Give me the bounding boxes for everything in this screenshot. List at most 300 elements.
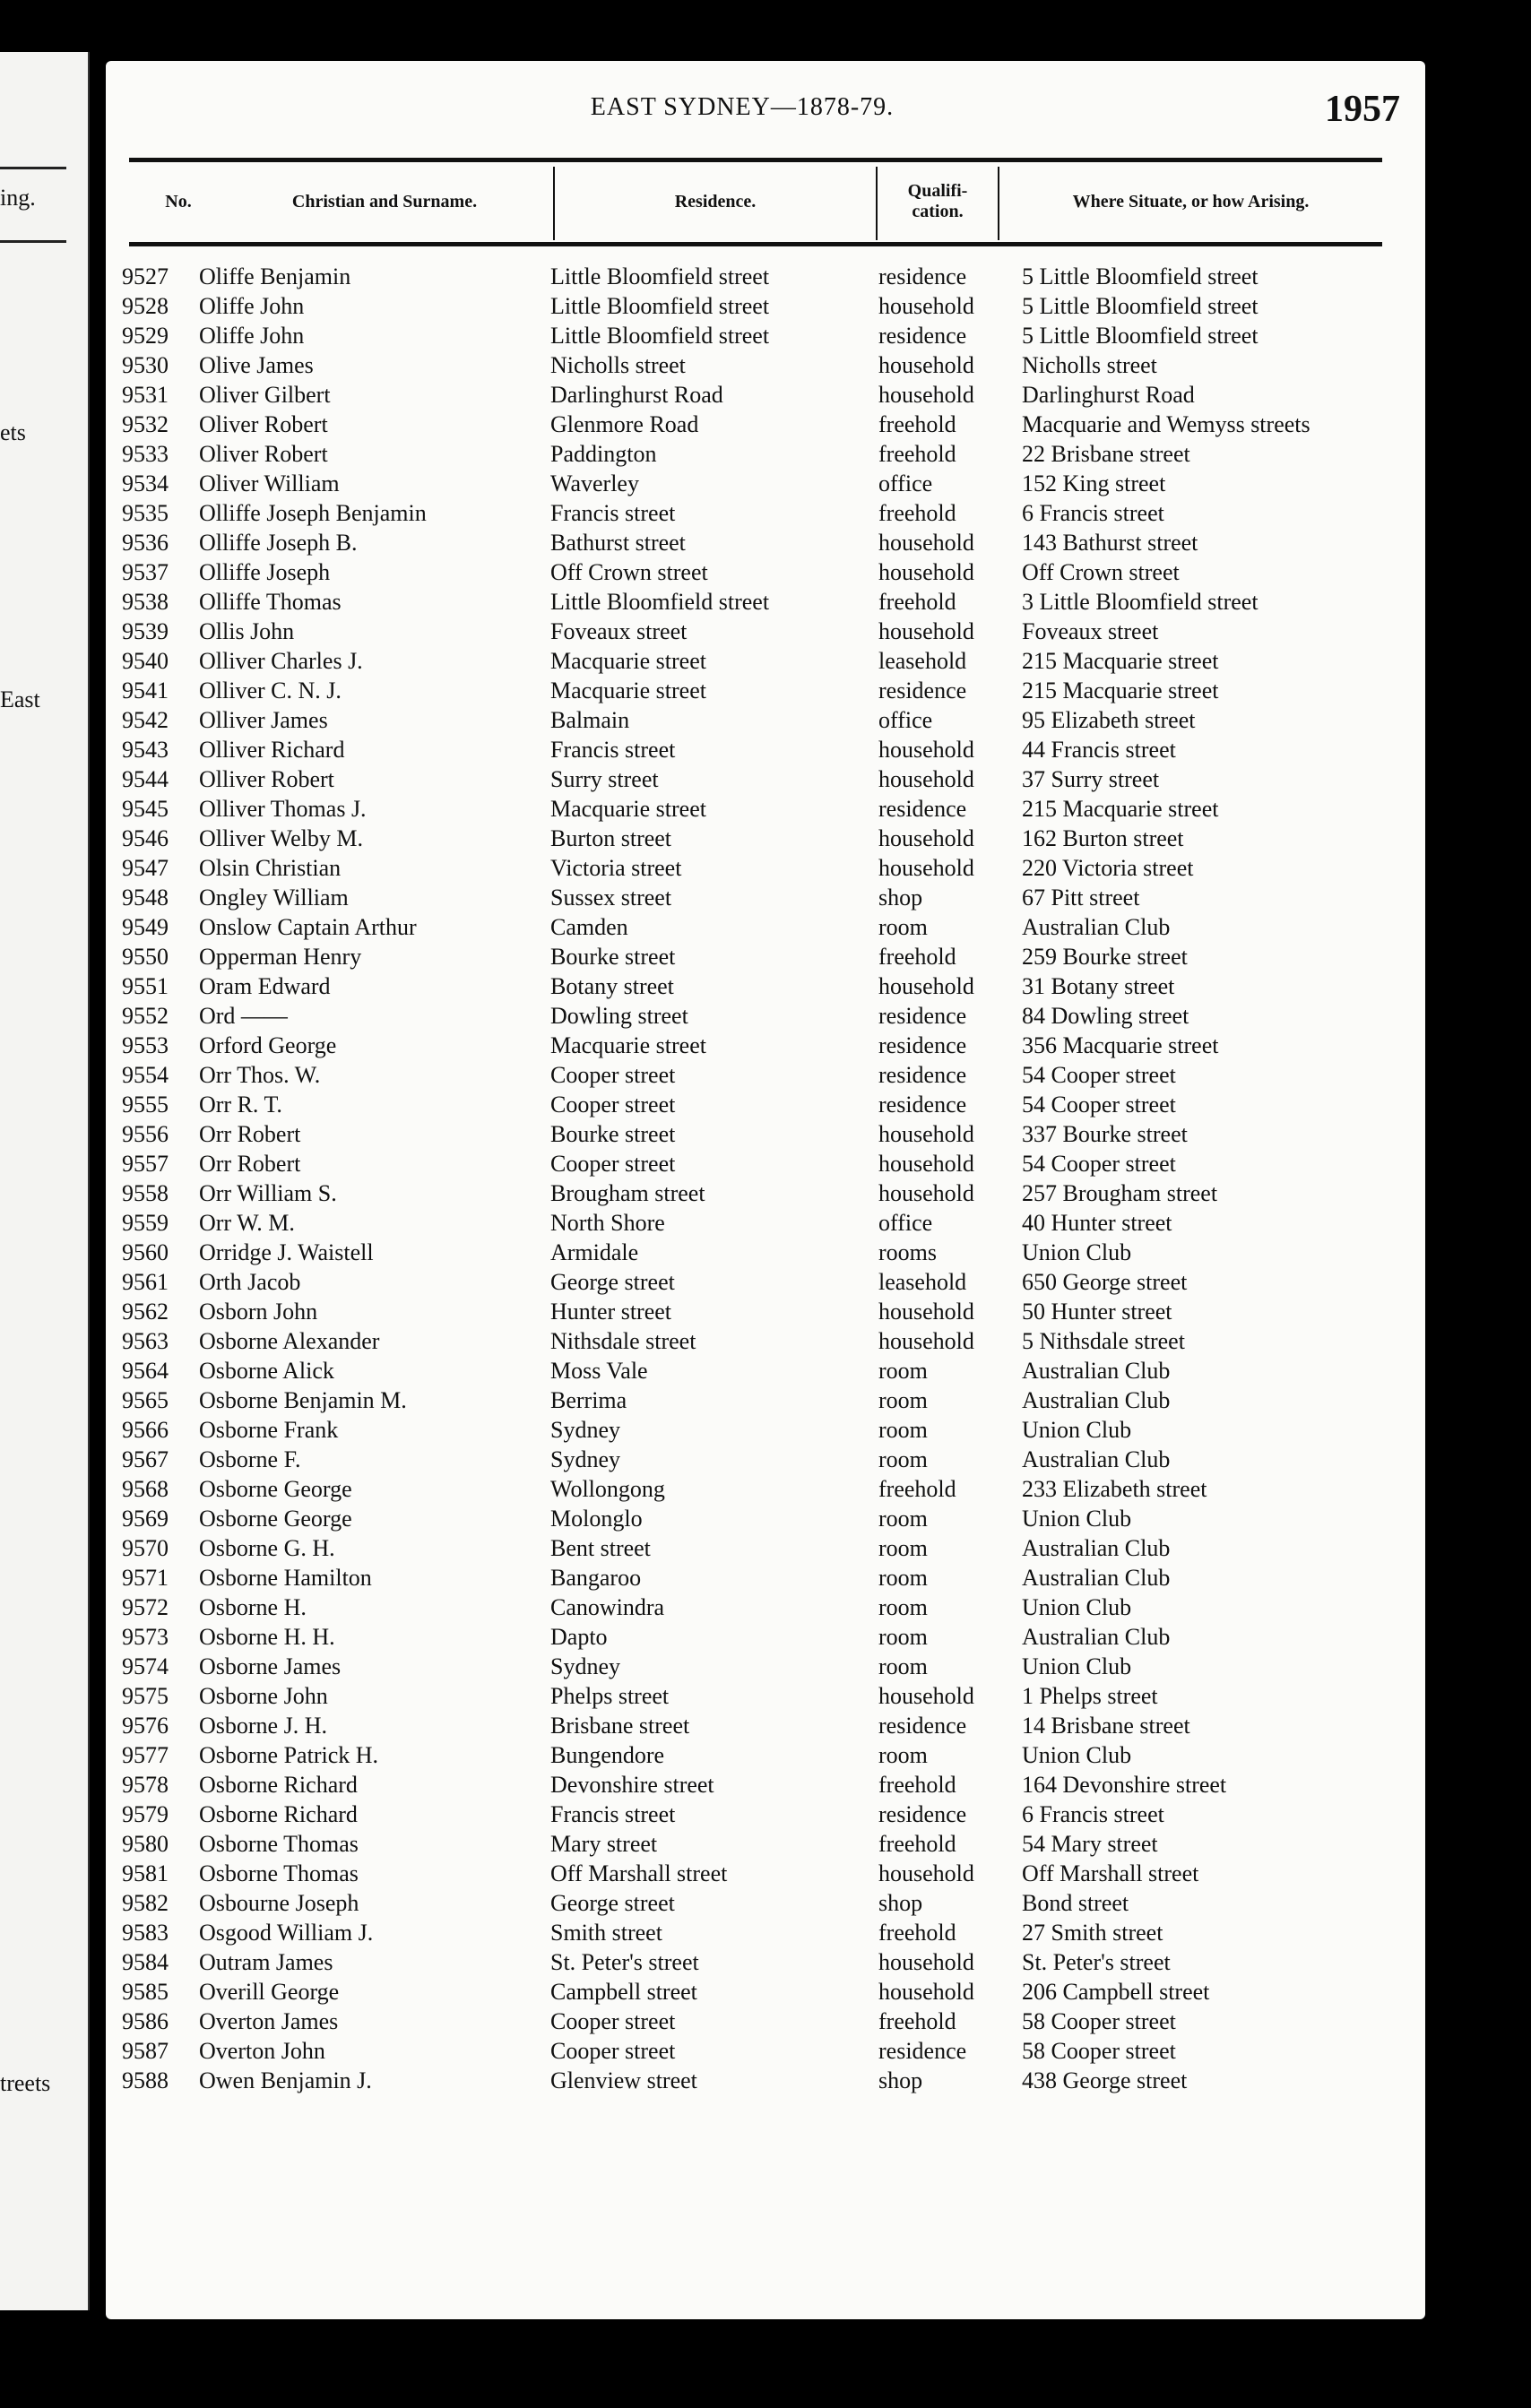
elector-name: Osbourne Joseph	[199, 1890, 359, 1916]
residence: Bathurst street	[550, 530, 686, 556]
elector-name: Olliver Welby M.	[199, 825, 364, 851]
elector-name: Olliffe Joseph Benjamin	[199, 500, 427, 526]
qualification: household	[878, 1860, 974, 1886]
residence: Botany street	[550, 973, 674, 999]
entry-number: 9553	[122, 1032, 169, 1058]
qualification: office	[878, 470, 933, 496]
elector-name: Osborne Alexander	[199, 1328, 380, 1354]
where-situate: Australian Club	[1022, 1565, 1171, 1591]
where-situate: Union Club	[1022, 1594, 1132, 1620]
qualification: freehold	[878, 944, 956, 970]
entry-number: 9560	[122, 1239, 169, 1265]
elector-name: Ollis John	[199, 618, 295, 644]
where-situate: 257 Brougham street	[1022, 1180, 1218, 1206]
qualification: residence	[878, 1801, 967, 1827]
qualification: shop	[878, 1890, 923, 1916]
table-row	[106, 1356, 1425, 1385]
qualification: household	[878, 293, 974, 319]
elector-name: Orr W. M.	[199, 1210, 295, 1236]
entry-number: 9577	[122, 1742, 169, 1768]
entry-number: 9572	[122, 1594, 169, 1620]
where-situate: 95 Elizabeth street	[1022, 707, 1196, 733]
qualification: room	[878, 1565, 928, 1591]
residence: Surry street	[550, 766, 659, 792]
residence: Sydney	[550, 1417, 620, 1443]
entry-number: 9529	[122, 323, 169, 349]
qualification: household	[878, 973, 974, 999]
residence: Macquarie street	[550, 648, 706, 674]
qualification: shop	[878, 2067, 923, 2093]
where-situate: 152 King street	[1022, 470, 1166, 496]
column-header-qualification: Qualifi- cation.	[907, 181, 968, 221]
entry-number: 9549	[122, 914, 169, 940]
where-situate: 5 Little Bloomfield street	[1022, 293, 1259, 319]
elector-name: Osborne Hamilton	[199, 1565, 372, 1591]
residence: Campbell street	[550, 1979, 697, 2005]
table-row	[106, 1652, 1425, 1681]
entry-number: 9547	[122, 855, 169, 881]
qualification: room	[878, 914, 928, 940]
where-situate: 40 Hunter street	[1022, 1210, 1172, 1236]
table-row	[106, 1031, 1425, 1060]
table-row	[106, 528, 1425, 557]
table-row	[106, 1267, 1425, 1297]
where-situate: 14 Brisbane street	[1022, 1713, 1190, 1739]
residence: Brougham street	[550, 1180, 705, 1206]
entry-number: 9566	[122, 1417, 169, 1443]
elector-name: Ord ——	[199, 1003, 288, 1029]
elector-name: Onslow Captain Arthur	[199, 914, 417, 940]
residence: Berrima	[550, 1387, 627, 1413]
table-row	[106, 557, 1425, 587]
table-row	[106, 1326, 1425, 1356]
elector-name: Osborne Alick	[199, 1358, 334, 1384]
qualification: household	[878, 1121, 974, 1147]
table-row	[106, 764, 1425, 794]
entry-number: 9533	[122, 441, 169, 467]
qualification: household	[878, 766, 974, 792]
entry-number: 9536	[122, 530, 169, 556]
where-situate: 58 Cooper street	[1022, 2038, 1176, 2064]
table-row	[106, 1297, 1425, 1326]
qualification: household	[878, 530, 974, 556]
table-row	[106, 617, 1425, 646]
residence: Paddington	[550, 441, 657, 467]
where-situate: 54 Cooper street	[1022, 1062, 1176, 1088]
residence: Nicholls street	[550, 352, 686, 378]
where-situate: 50 Hunter street	[1022, 1299, 1172, 1325]
table-row	[106, 1445, 1425, 1474]
table-row	[106, 912, 1425, 942]
entry-number: 9528	[122, 293, 169, 319]
where-situate: Australian Club	[1022, 1358, 1171, 1384]
elector-name: Oliver Robert	[199, 411, 328, 437]
qualification: household	[878, 559, 974, 585]
column-header-no: No.	[165, 191, 192, 211]
residence: Armidale	[550, 1239, 639, 1265]
where-situate: Bond street	[1022, 1890, 1129, 1916]
residence: Francis street	[550, 1801, 676, 1827]
residence: Little Bloomfield street	[550, 293, 770, 319]
where-situate: 5 Nithsdale street	[1022, 1328, 1185, 1354]
table-row	[106, 794, 1425, 824]
qualification: residence	[878, 678, 967, 703]
table-row	[106, 1090, 1425, 1119]
elector-name: Orr Thos. W.	[199, 1062, 321, 1088]
qualification: household	[878, 855, 974, 881]
where-situate: 259 Bourke street	[1022, 944, 1188, 970]
where-situate: St. Peter's street	[1022, 1949, 1171, 1975]
where-situate: 5 Little Bloomfield street	[1022, 323, 1259, 349]
entry-number: 9557	[122, 1151, 169, 1177]
qualification: room	[878, 1506, 928, 1532]
where-situate: 58 Cooper street	[1022, 2008, 1176, 2034]
qualification: room	[878, 1417, 928, 1443]
residence: Francis street	[550, 500, 676, 526]
elector-name: Oliver Robert	[199, 441, 328, 467]
table-row	[106, 1533, 1425, 1563]
where-situate: Union Club	[1022, 1239, 1132, 1265]
entry-number: 9531	[122, 382, 169, 408]
elector-name: Orr R. T.	[199, 1092, 282, 1118]
elector-name: Osborne John	[199, 1683, 328, 1709]
table-row	[106, 971, 1425, 1001]
where-situate: 356 Macquarie street	[1022, 1032, 1219, 1058]
elector-name: Olliver Robert	[199, 766, 334, 792]
column-header-residence: Residence.	[674, 191, 757, 211]
elector-name: Olive James	[199, 352, 314, 378]
where-situate: 54 Mary street	[1022, 1831, 1158, 1857]
where-situate: 3 Little Bloomfield street	[1022, 589, 1259, 615]
qualification: household	[878, 352, 974, 378]
table-row	[106, 1888, 1425, 1918]
where-situate: Australian Club	[1022, 1535, 1171, 1561]
elector-name: Olliffe Joseph	[199, 559, 331, 585]
elector-name: Olliver Richard	[199, 737, 345, 763]
entry-number: 9535	[122, 500, 169, 526]
table-row	[106, 587, 1425, 617]
entry-number: 9542	[122, 707, 169, 733]
entry-number: 9574	[122, 1653, 169, 1679]
residence: Bangaroo	[550, 1565, 642, 1591]
entry-number: 9534	[122, 470, 169, 496]
qualification: residence	[878, 263, 967, 289]
where-situate: Nicholls street	[1022, 352, 1157, 378]
qualification: freehold	[878, 441, 956, 467]
elector-name: Olliffe Thomas	[199, 589, 342, 615]
where-situate: 6 Francis street	[1022, 1801, 1164, 1827]
where-situate: 206 Campbell street	[1022, 1979, 1210, 2005]
qualification: residence	[878, 2038, 967, 2064]
left-page-rule	[0, 240, 66, 243]
entry-number: 9569	[122, 1506, 169, 1532]
qualification: room	[878, 1624, 928, 1650]
table-row	[106, 262, 1425, 291]
table-row	[106, 1800, 1425, 1829]
table-row	[106, 824, 1425, 853]
entry-number: 9582	[122, 1890, 169, 1916]
residence: Sydney	[550, 1653, 620, 1679]
residence: Cooper street	[550, 2038, 676, 2064]
residence: Bourke street	[550, 1121, 676, 1147]
where-situate: Union Club	[1022, 1742, 1132, 1768]
qualification: room	[878, 1446, 928, 1472]
where-situate: Union Club	[1022, 1506, 1132, 1532]
table-row	[106, 1149, 1425, 1178]
elector-name: Ongley William	[199, 885, 349, 911]
where-situate: 215 Macquarie street	[1022, 678, 1219, 703]
entry-number: 9551	[122, 973, 169, 999]
elector-name: Orford George	[199, 1032, 337, 1058]
residence: Off Marshall street	[550, 1860, 728, 1886]
residence: North Shore	[550, 1210, 665, 1236]
entry-number: 9581	[122, 1860, 169, 1886]
elector-name: Osborne H.	[199, 1594, 307, 1620]
residence: Foveaux street	[550, 618, 688, 644]
left-page-rule	[0, 167, 66, 169]
elector-name: Osborne Richard	[199, 1801, 358, 1827]
where-situate: Darlinghurst Road	[1022, 382, 1195, 408]
elector-name: Olliffe Joseph B.	[199, 530, 358, 556]
entry-number: 9571	[122, 1565, 169, 1591]
entry-number: 9578	[122, 1772, 169, 1798]
residence: Victoria street	[550, 855, 682, 881]
qualification: rooms	[878, 1239, 937, 1265]
table-row	[106, 1622, 1425, 1652]
residence: Dapto	[550, 1624, 608, 1650]
table-row	[106, 2036, 1425, 2066]
qualification: household	[878, 1949, 974, 1975]
where-situate: Macquarie and Wemyss streets	[1022, 411, 1310, 437]
entry-number: 9586	[122, 2008, 169, 2034]
table-row	[106, 735, 1425, 764]
elector-name: Opperman Henry	[199, 944, 362, 970]
residence: Cooper street	[550, 1062, 676, 1088]
residence: Smith street	[550, 1920, 662, 1946]
residence: Little Bloomfield street	[550, 263, 770, 289]
elector-name: Osborne H. H.	[199, 1624, 335, 1650]
where-situate: 44 Francis street	[1022, 737, 1176, 763]
table-row	[106, 498, 1425, 528]
entry-number: 9587	[122, 2038, 169, 2064]
where-situate: Off Marshall street	[1022, 1860, 1199, 1886]
where-situate: 22 Brisbane street	[1022, 441, 1190, 467]
qualification: household	[878, 737, 974, 763]
entry-number: 9544	[122, 766, 169, 792]
residence: Canowindra	[550, 1594, 665, 1620]
entry-number: 9570	[122, 1535, 169, 1561]
table-row	[106, 380, 1425, 410]
where-situate: 6 Francis street	[1022, 500, 1164, 526]
entry-number: 9546	[122, 825, 169, 851]
table-row	[106, 942, 1425, 971]
residence: Nithsdale street	[550, 1328, 696, 1354]
residence: Little Bloomfield street	[550, 323, 770, 349]
entry-number: 9588	[122, 2067, 169, 2093]
qualification: household	[878, 1180, 974, 1206]
entry-number: 9556	[122, 1121, 169, 1147]
left-page-fragment: ing.	[0, 185, 36, 211]
elector-name: Oliffe Benjamin	[199, 263, 351, 289]
where-situate: 233 Elizabeth street	[1022, 1476, 1207, 1502]
qualification: residence	[878, 1003, 967, 1029]
qualification: freehold	[878, 1772, 956, 1798]
residence: Camden	[550, 914, 628, 940]
qualification: freehold	[878, 1476, 956, 1502]
document-page	[106, 61, 1425, 2319]
residence: Sussex street	[550, 885, 672, 911]
entry-number: 9537	[122, 559, 169, 585]
table-row	[106, 2007, 1425, 2036]
elector-name: Osborne Frank	[199, 1417, 339, 1443]
where-situate: 1 Phelps street	[1022, 1683, 1158, 1709]
page-number: 1957	[1325, 89, 1400, 130]
residence: Cooper street	[550, 2008, 676, 2034]
where-situate: 337 Bourke street	[1022, 1121, 1188, 1147]
elector-name: Osborne George	[199, 1506, 352, 1532]
where-situate: 54 Cooper street	[1022, 1092, 1176, 1118]
qualification: household	[878, 1299, 974, 1325]
elector-name: Osborne G. H.	[199, 1535, 335, 1561]
table-row	[106, 1238, 1425, 1267]
table-row	[106, 1918, 1425, 1947]
qualification: freehold	[878, 411, 956, 437]
qualification: household	[878, 1328, 974, 1354]
entry-number: 9580	[122, 1831, 169, 1857]
where-situate: Foveaux street	[1022, 618, 1159, 644]
residence: Francis street	[550, 737, 676, 763]
table-row	[106, 469, 1425, 498]
entry-number: 9583	[122, 1920, 169, 1946]
elector-name: Oliffe John	[199, 293, 305, 319]
residence: George street	[550, 1890, 675, 1916]
qualification: household	[878, 1683, 974, 1709]
table-row	[106, 291, 1425, 321]
where-situate: Australian Club	[1022, 1624, 1171, 1650]
entry-number: 9550	[122, 944, 169, 970]
elector-name: Osborne Thomas	[199, 1831, 359, 1857]
qualification: leasehold	[878, 1269, 967, 1295]
residence: Phelps street	[550, 1683, 670, 1709]
where-situate: 31 Botany street	[1022, 973, 1175, 999]
residence: Cooper street	[550, 1092, 676, 1118]
entry-number: 9565	[122, 1387, 169, 1413]
where-situate: 143 Bathurst street	[1022, 530, 1198, 556]
elector-name: Orridge J. Waistell	[199, 1239, 374, 1265]
entry-number: 9532	[122, 411, 169, 437]
elector-name: Owen Benjamin J.	[199, 2067, 372, 2093]
entry-number: 9527	[122, 263, 169, 289]
elector-name: Olliver Thomas J.	[199, 796, 367, 822]
qualification: room	[878, 1387, 928, 1413]
residence: Bungendore	[550, 1742, 665, 1768]
qualification: residence	[878, 1062, 967, 1088]
table-row	[106, 1770, 1425, 1800]
qualification: household	[878, 618, 974, 644]
elector-name: Oliffe John	[199, 323, 305, 349]
qualification: residence	[878, 1092, 967, 1118]
column-header-where: Where Situate, or how Arising.	[1072, 191, 1310, 211]
where-situate: 5 Little Bloomfield street	[1022, 263, 1259, 289]
elector-name: Outram James	[199, 1949, 333, 1975]
elector-name: Oliver Gilbert	[199, 382, 331, 408]
where-situate: 37 Surry street	[1022, 766, 1160, 792]
table-row	[106, 1208, 1425, 1238]
where-situate: Off Crown street	[1022, 559, 1180, 585]
residence: Balmain	[550, 707, 630, 733]
residence: Molonglo	[550, 1506, 643, 1532]
elector-name: Osgood William J.	[199, 1920, 374, 1946]
entry-number: 9530	[122, 352, 169, 378]
elector-name: Osborne Richard	[199, 1772, 358, 1798]
table-row	[106, 1563, 1425, 1592]
table-row	[106, 705, 1425, 735]
elector-name: Osborne J. H.	[199, 1713, 327, 1739]
table-row	[106, 676, 1425, 705]
column-header-name: Christian and Surname.	[291, 191, 478, 211]
residence: Glenmore Road	[550, 411, 699, 437]
elector-name: Osborn John	[199, 1299, 318, 1325]
entry-number: 9585	[122, 1979, 169, 2005]
entry-number: 9545	[122, 796, 169, 822]
elector-name: Overill George	[199, 1979, 340, 2005]
residence: Macquarie street	[550, 796, 706, 822]
table-row	[106, 1119, 1425, 1149]
where-situate: Australian Club	[1022, 914, 1171, 940]
qualification: freehold	[878, 500, 956, 526]
elector-name: Olliver Charles J.	[199, 648, 363, 674]
qualification: office	[878, 1210, 933, 1236]
table-row	[106, 1977, 1425, 2007]
elector-name: Olliver C. N. J.	[199, 678, 342, 703]
residence: Cooper street	[550, 1151, 676, 1177]
residence: Moss Vale	[550, 1358, 648, 1384]
entry-number: 9554	[122, 1062, 169, 1088]
residence: Bent street	[550, 1535, 651, 1561]
qualification: household	[878, 1151, 974, 1177]
entry-number: 9575	[122, 1683, 169, 1709]
elector-name: Osborne Thomas	[199, 1860, 359, 1886]
residence: Devonshire street	[550, 1772, 714, 1798]
qualification: freehold	[878, 589, 956, 615]
left-page-fragment: treets	[0, 2070, 51, 2096]
table-row	[106, 1001, 1425, 1031]
elector-name: Osborne George	[199, 1476, 352, 1502]
entry-number: 9563	[122, 1328, 169, 1354]
table-row	[106, 439, 1425, 469]
residence: Macquarie street	[550, 1032, 706, 1058]
residence: Off Crown street	[550, 559, 708, 585]
qualification: household	[878, 382, 974, 408]
where-situate: Union Club	[1022, 1417, 1132, 1443]
entry-number: 9538	[122, 589, 169, 615]
elector-name: Orth Jacob	[199, 1269, 301, 1295]
residence: Wollongong	[550, 1476, 665, 1502]
table-row	[106, 1740, 1425, 1770]
residence: Dowling street	[550, 1003, 688, 1029]
table-row	[106, 1592, 1425, 1622]
table-row	[106, 1829, 1425, 1859]
entry-number: 9539	[122, 618, 169, 644]
table-row	[106, 646, 1425, 676]
where-situate: 650 George street	[1022, 1269, 1188, 1295]
qualification: room	[878, 1535, 928, 1561]
where-situate: Australian Club	[1022, 1446, 1171, 1472]
where-situate: 27 Smith street	[1022, 1920, 1163, 1946]
qualification: freehold	[878, 1920, 956, 1946]
qualification: household	[878, 825, 974, 851]
entry-number: 9552	[122, 1003, 169, 1029]
